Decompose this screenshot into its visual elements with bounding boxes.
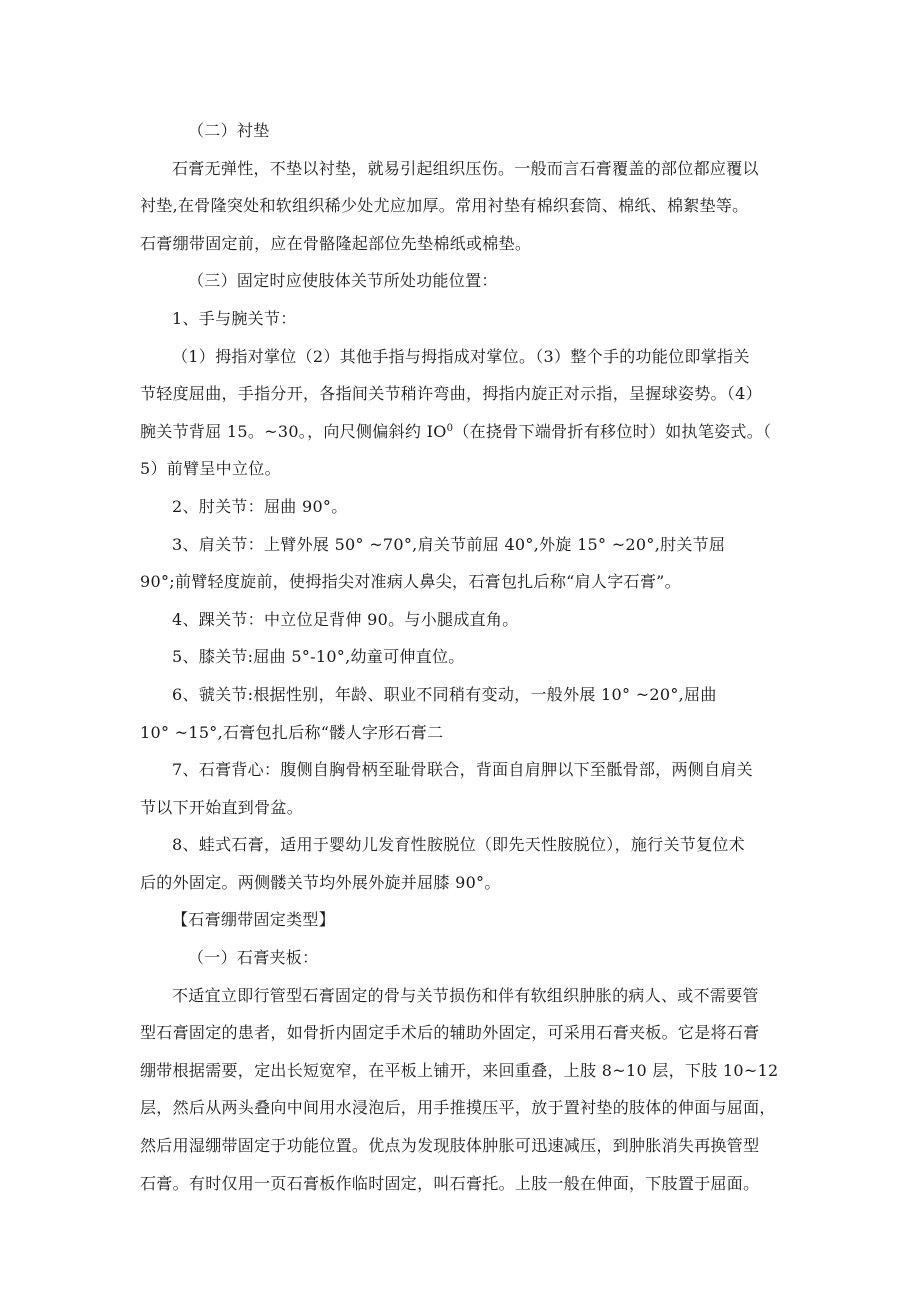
list-item-elbow: 2、肘关节：屈曲 90°。 bbox=[172, 496, 348, 516]
paragraph-line: 5）前臂呈中立位。 bbox=[140, 459, 281, 479]
wrist-text-end: （在挠骨下端骨折有移位时）如执笔姿式。（ bbox=[453, 421, 772, 441]
paragraph-line: 型石膏固定的患者，如骨折内固定手术后的辅助外固定，可采用石膏夹板。它是将石膏 bbox=[140, 1023, 760, 1043]
section-heading-plaster-splint: （一）石膏夹板： bbox=[188, 948, 319, 968]
paragraph-line: 后的外固定。两侧髅关节均外展外旋并屈膝 90°。 bbox=[140, 872, 501, 892]
list-item-ankle: 4、踝关节：中立位足背伸 90。与小腿成直角。 bbox=[172, 609, 519, 629]
paragraph-line: 层，然后从两头叠向中间用水浸泡后，用手推摸压平，放于置衬垫的肢体的伸面与屈面， bbox=[140, 1098, 776, 1118]
list-item-shoulder: 3、肩关节：上臂外展 50° ~70°,肩关节前屈 40°,外旋 15° ~20°,肘关节屈 bbox=[172, 534, 726, 554]
section-heading-functional-position: （三）固定时应使肢体关节所处功能位置： bbox=[188, 271, 498, 291]
paragraph-line: 石膏无弹性，不垫以衬垫，就易引起组织压伤。一般而言石膏覆盖的部位都应覆以 bbox=[172, 158, 759, 178]
paragraph-line-wrist bbox=[140, 413, 800, 451]
superscript-zero: 0 bbox=[446, 422, 454, 434]
paragraph-line: 不适宜立即行管型石膏固定的骨与关节损伤和伴有软组织肿胀的病人、或不需要管 bbox=[172, 985, 759, 1005]
list-item-hip: 6、虢关节:根据性别，年龄、职业不同稍有变动，一般外展 10° ~20°,屈曲 bbox=[172, 684, 717, 704]
list-item-plaster-vest: 7、石膏背心：腹侧自胸骨柄至耻骨联合，背面自肩胛以下至骶骨部，两侧自肩关 bbox=[172, 760, 753, 780]
paragraph-line: 绷带根据需要，定出长短宽窄，在平板上铺开，来回重叠，上肢 8~10 层，下肢 10~12 bbox=[140, 1060, 779, 1080]
paragraph-line: （1）拇指对掌位（2）其他手指与拇指成对掌位。（3）整个手的功能位即掌指关 bbox=[172, 346, 750, 366]
document-body bbox=[140, 112, 800, 1202]
list-item-heading-hand-wrist: 1、手与腕关节： bbox=[172, 308, 297, 328]
list-item-frog-cast: 8、蛙式石膏，适用于婴幼儿发育性胺脱位（即先天性胺脱位），施行关节复位术 bbox=[172, 835, 745, 855]
section-heading-padding: （二）衬垫 bbox=[188, 121, 270, 140]
section-heading-cast-types: 【石膏绷带固定类型】 bbox=[172, 910, 336, 930]
paragraph-line: 节以下开始直到骨盆。 bbox=[140, 797, 304, 817]
wrist-text-start: 腕关节背屈 15。~30。，向尺侧偏斜约 IO bbox=[140, 421, 447, 441]
list-item-knee: 5、膝关节:屈曲 5°-10°,幼童可伸直位。 bbox=[172, 647, 465, 667]
paragraph-line: 石膏。有时仅用一页石膏板作临时固定，叫石膏托。上肢一般在伸面，下肢置于屈面。 bbox=[140, 1173, 760, 1193]
paragraph-line: 衬垫,在骨隆突处和软组织稀少处尤应加厚。常用衬垫有棉织套筒、棉纸、棉絮垫等。 bbox=[140, 196, 749, 216]
paragraph-line: 节轻度屈曲，手指分开，各指间关节稍许弯曲，拇指内旋正对示指，呈握球姿势。（4） bbox=[140, 384, 762, 404]
paragraph-line: 石膏绷带固定前，应在骨骼隆起部位先垫棉纸或棉垫。 bbox=[140, 233, 532, 253]
paragraph-line: 10° ~15°,石膏包扎后称“髅人字形石膏二 bbox=[140, 722, 444, 742]
paragraph-line: 90°;前臂轻度旋前，使拇指尖对准病人鼻尖，石膏包扎后称“肩人字石膏”。 bbox=[140, 572, 681, 592]
paragraph-line: 然后用湿绷带固定于功能位置。优点为发现肢体肿胀可迅速减压，到肿胀消失再换管型 bbox=[140, 1136, 760, 1156]
